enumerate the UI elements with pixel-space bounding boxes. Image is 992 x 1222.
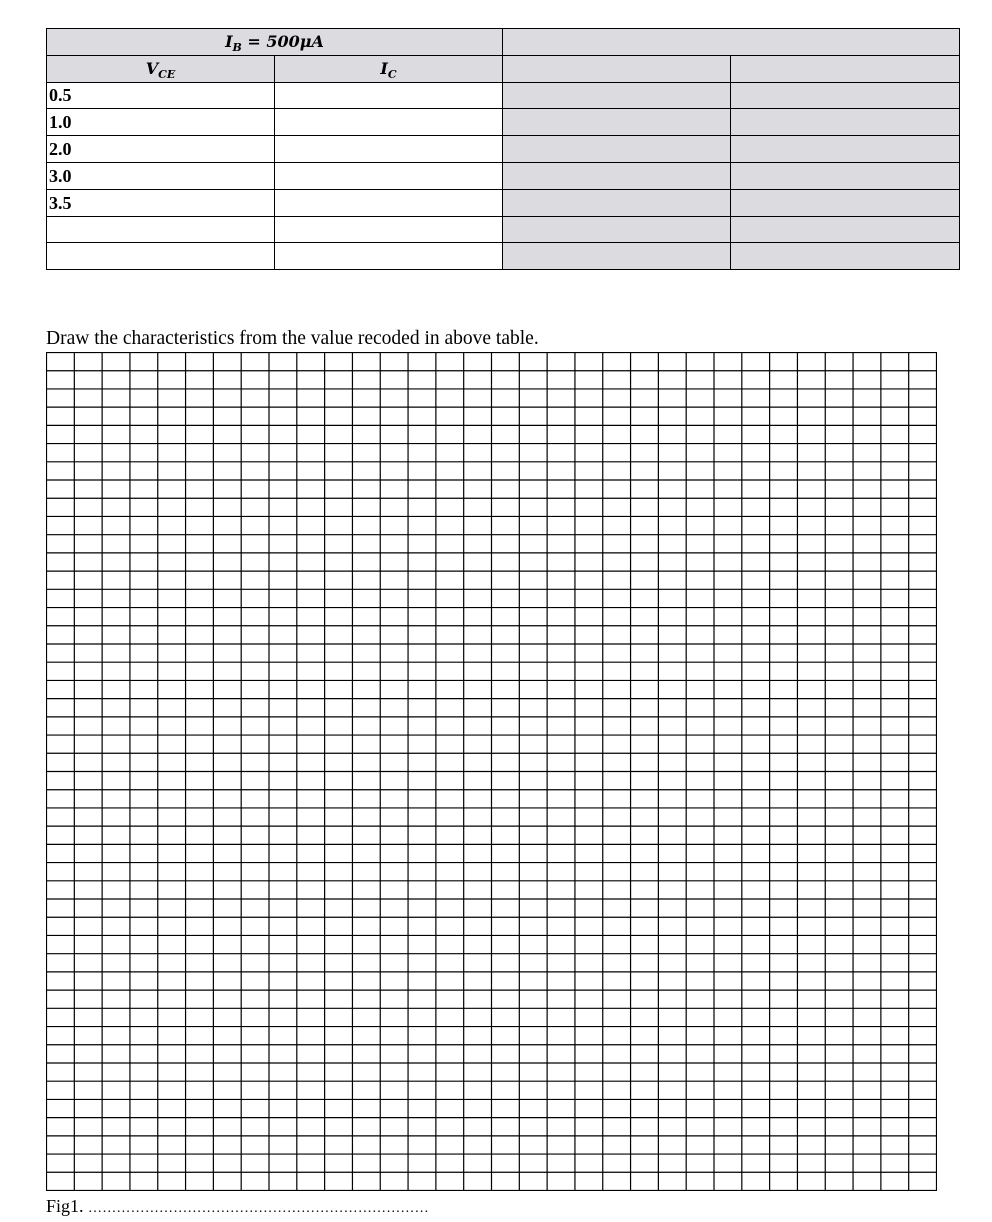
figure-label: Fig1. — [46, 1196, 84, 1216]
ic-cell[interactable] — [275, 136, 503, 163]
figure-caption — [46, 1196, 429, 1217]
blank-cell — [503, 109, 731, 136]
blank-header — [503, 29, 960, 56]
vce-cell: 1.0 — [47, 109, 275, 136]
blank-cell — [503, 162, 731, 189]
vce-cell: 0.5 — [47, 82, 275, 109]
table-row — [47, 162, 960, 189]
blank-cell — [503, 243, 731, 270]
ic-column-header: $I_C$ — [275, 55, 503, 82]
ic-cell[interactable] — [275, 243, 503, 270]
table-row — [47, 189, 960, 216]
blank-column-header — [503, 55, 731, 82]
table-row — [47, 216, 960, 243]
blank-cell — [503, 136, 731, 163]
ic-cell[interactable] — [275, 82, 503, 109]
blank-cell — [731, 189, 960, 216]
blank-cell — [503, 82, 731, 109]
table-row — [47, 243, 960, 270]
blank-cell — [731, 243, 960, 270]
blank-cell — [731, 216, 960, 243]
graph-paper[interactable] — [46, 352, 937, 1191]
blank-cell — [731, 82, 960, 109]
ic-cell[interactable] — [275, 216, 503, 243]
vce-cell[interactable] — [47, 216, 275, 243]
vce-cell: 3.0 — [47, 162, 275, 189]
blank-cell — [731, 136, 960, 163]
ib-header: $I_B = 500\mu A$ — [47, 29, 503, 56]
vce-cell[interactable] — [47, 243, 275, 270]
blank-cell — [503, 216, 731, 243]
instruction-text: Draw the characteristics from the value recoded in above table. — [46, 328, 539, 349]
blank-cell — [503, 189, 731, 216]
vce-cell: 3.5 — [47, 189, 275, 216]
ic-cell[interactable] — [275, 162, 503, 189]
ic-vce-table — [46, 28, 960, 270]
table-row — [47, 136, 960, 163]
blank-column-header — [731, 55, 960, 82]
vce-column-header: $V_{CE}$ — [47, 55, 275, 82]
table-row — [47, 109, 960, 136]
caption-fill-line[interactable]: ……………………………………………………………… — [88, 1201, 429, 1216]
blank-cell — [731, 109, 960, 136]
table-row — [47, 82, 960, 109]
blank-cell — [731, 162, 960, 189]
vce-cell: 2.0 — [47, 136, 275, 163]
ic-cell[interactable] — [275, 189, 503, 216]
ic-cell[interactable] — [275, 109, 503, 136]
